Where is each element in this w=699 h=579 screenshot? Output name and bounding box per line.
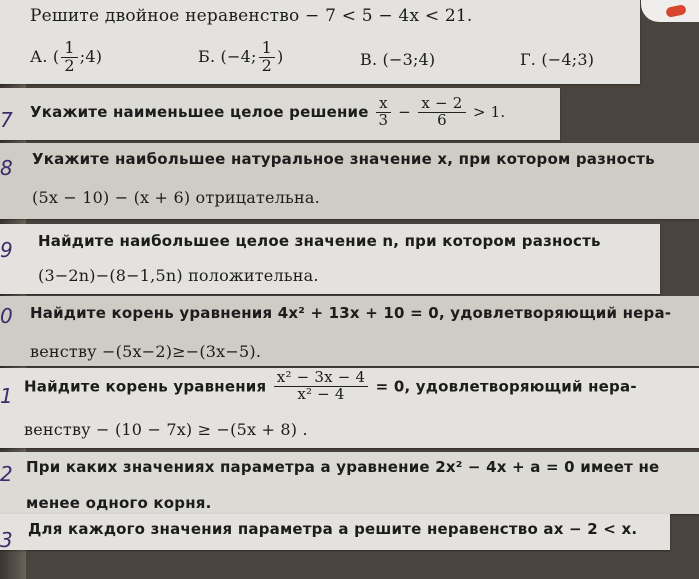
problem-12-continuation: менее одного корня. (26, 494, 212, 512)
problem-10-text: Найдите корень уравнения 4x² + 13x + 10 = 0, удовлетворяющий нера- (30, 304, 672, 322)
handwritten-number-13: 3 (0, 528, 13, 552)
answer-option-b: Б. (−4; $\frac{1}{2}$ ) (198, 38, 284, 75)
problem-11-condition: венству − (10 − 7x) ≥ −(5x + 8) . (24, 420, 308, 439)
problem-9-expression: (3−2n)−(8−1,5n) положительна. (38, 266, 319, 285)
problem-9-text: Найдите наибольшее целое значение n, при котором разность (38, 232, 601, 250)
handwritten-number-9: 9 (0, 238, 13, 262)
handwritten-number-8: 8 (0, 156, 13, 180)
problem-10-condition: венству −(5x−2)≥−(3x−5). (30, 342, 262, 361)
problem-1-text: Решите двойное неравенство − 7 < 5 − 4x < 21. (30, 6, 473, 26)
handwritten-number-12: 2 (0, 462, 13, 486)
problem-8-text: Укажите наибольшее натуральное значение x, при котором разность (32, 150, 655, 168)
problem-8-expression: (5x − 10) − (x + 6) отрицательна. (32, 188, 320, 207)
answer-option-c: В. (−3;4) (360, 50, 436, 69)
problem-12-text: При каких значениях параметра a уравнение 2x² − 4x + a = 0 имеет не (26, 458, 660, 476)
handwritten-number-7: 7 (0, 108, 13, 132)
handwritten-number-10: 0 (0, 304, 13, 328)
problem-11-text: Найдите корень уравнения $\frac{\text{x² − 3x − 4}}{\text{x² − 4}}$ = 0, удовлетворяющий нера- (24, 368, 637, 403)
answer-option-d: Г. (−4;3) (520, 50, 595, 69)
problem-7-text: Укажите наименьшее целое решение $\frac{x}{3}$ − $\frac{x - 2}{6}$ > 1. (30, 94, 506, 129)
answer-option-a: А. ( $\frac{1}{2}$ ;4) (30, 38, 103, 75)
problem-13-text: Для каждого значения параметра a решите неравенство ax − 2 < x. (28, 520, 638, 538)
handwritten-number-11: 1 (0, 384, 13, 408)
